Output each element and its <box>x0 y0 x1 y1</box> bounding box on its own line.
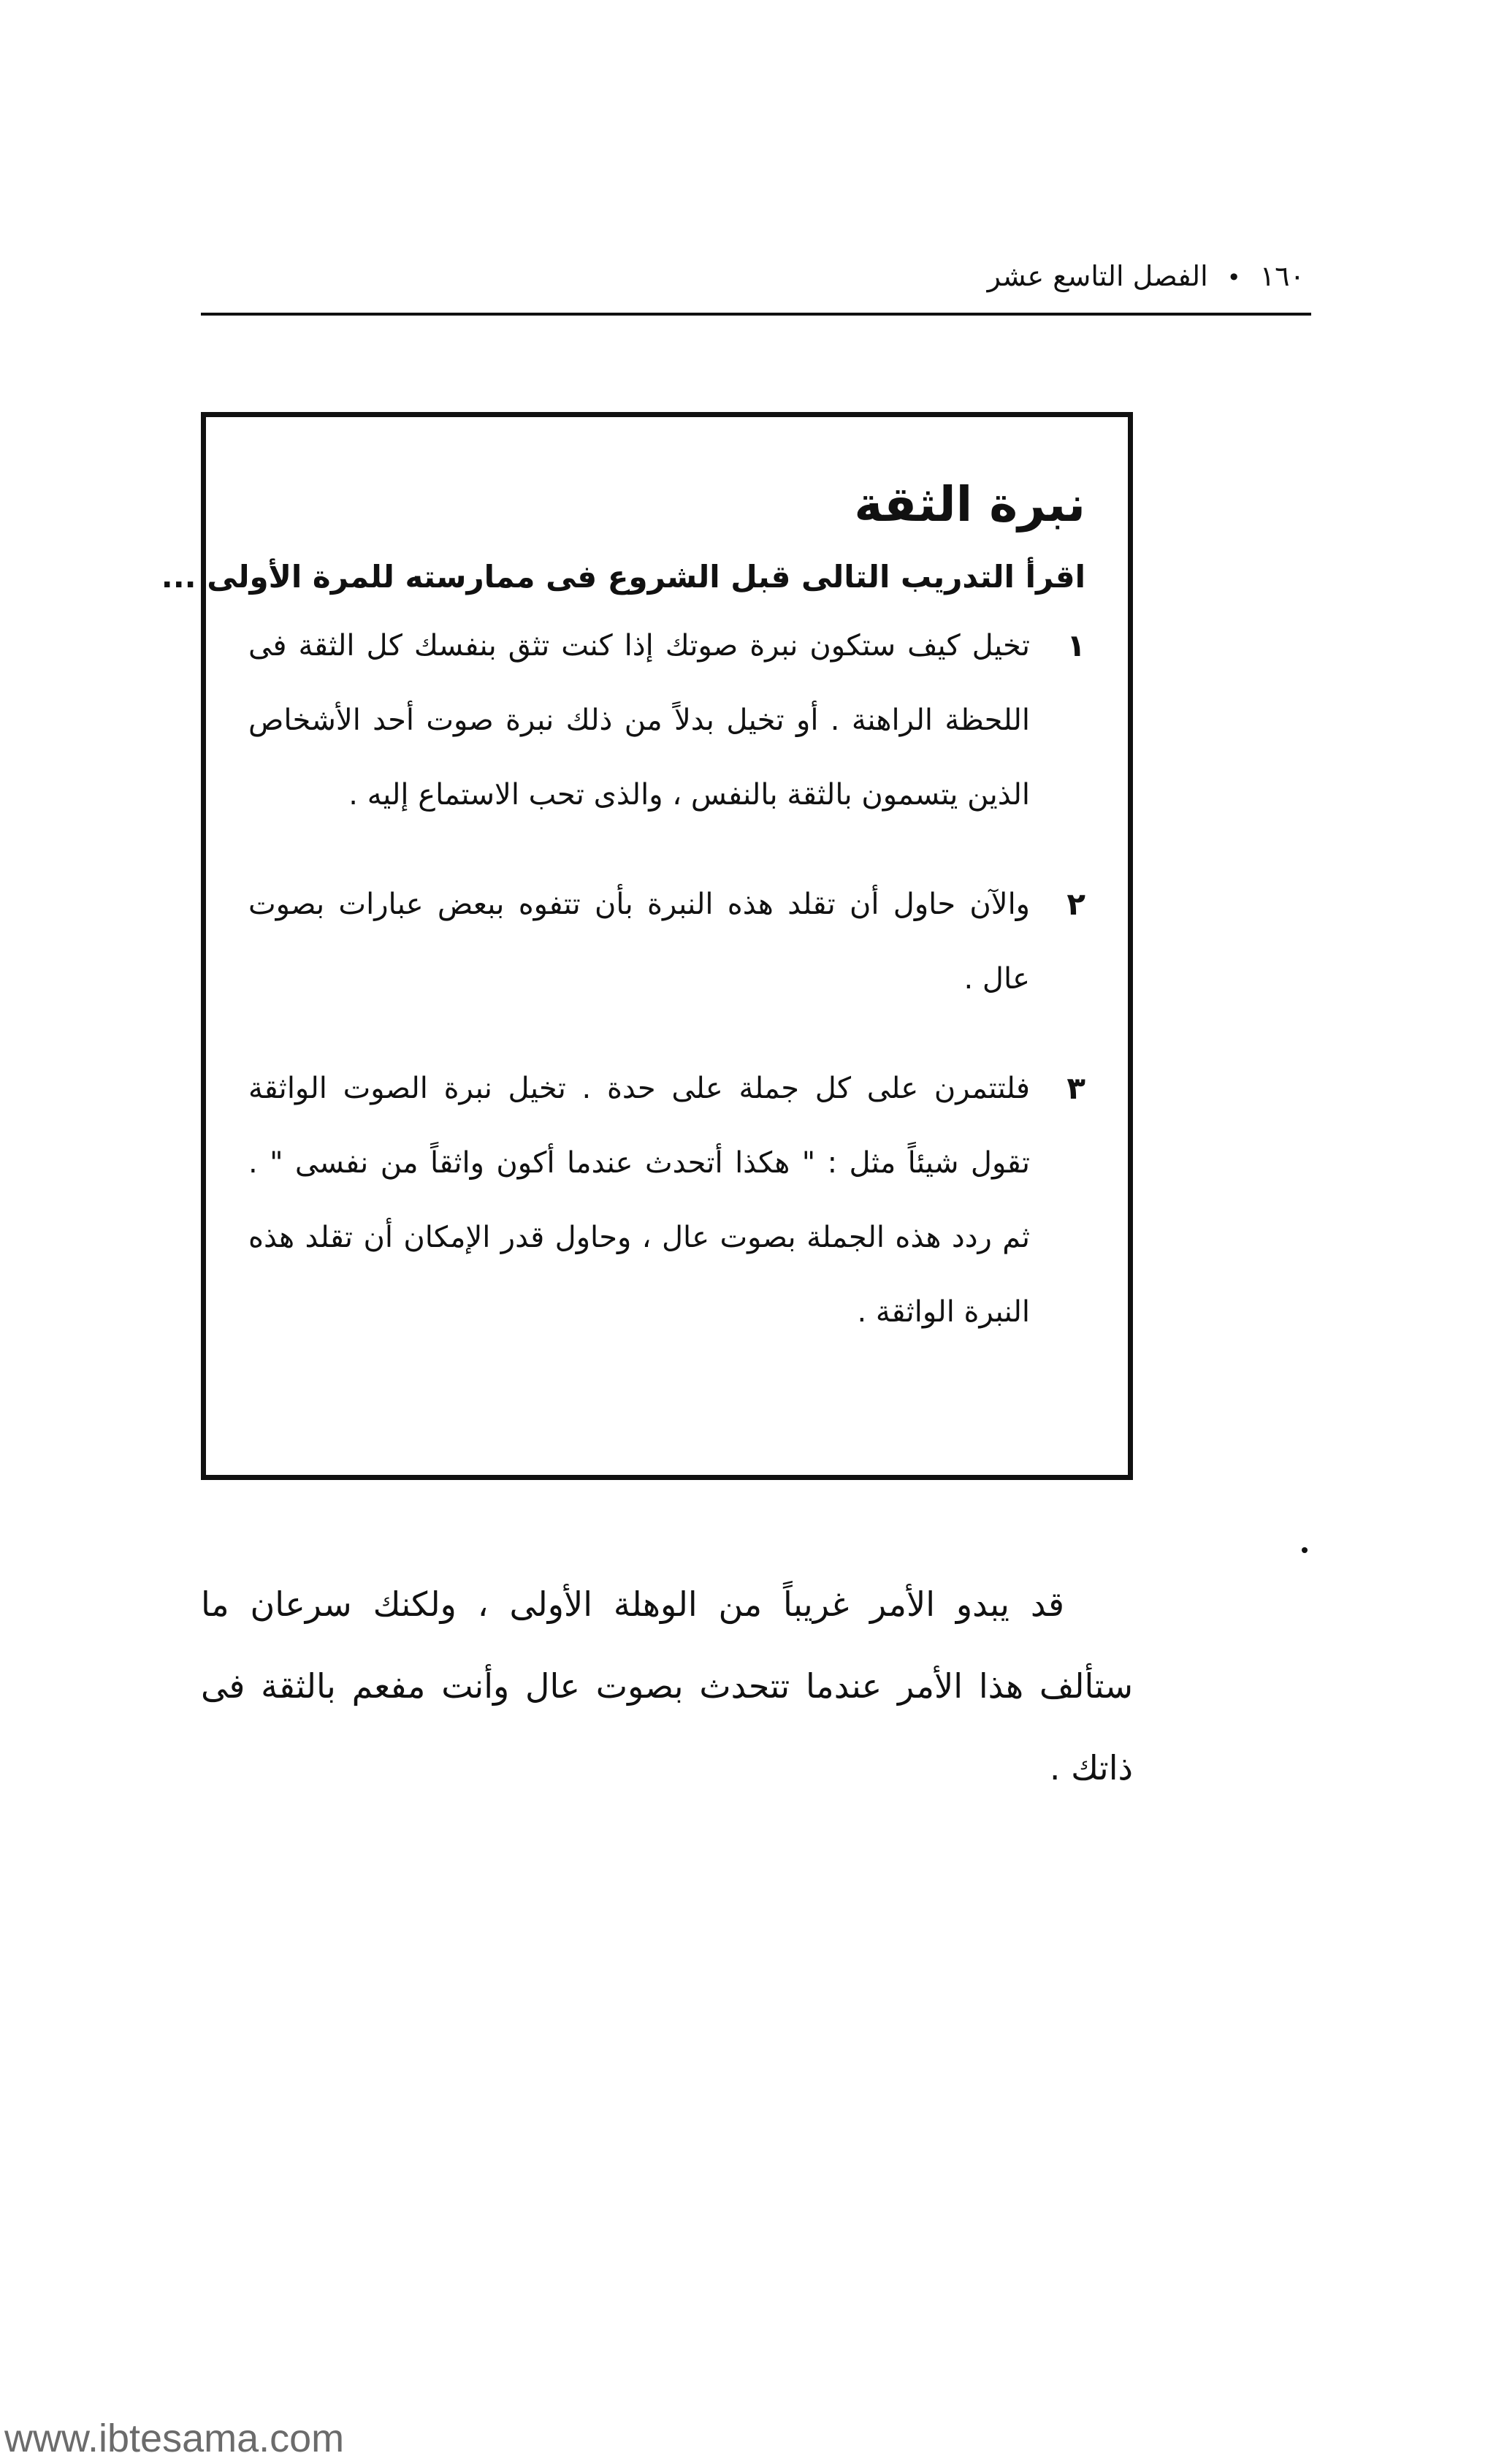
exercise-item <box>248 1051 1085 1349</box>
item-number: ٢ <box>1066 886 1085 922</box>
header-bullet: • <box>1226 264 1241 291</box>
item-text: تخيل كيف ستكون نبرة صوتك إذا كنت تثق بنفسك كل الثقة فى اللحظة الراهنة . أو تخيل بدلاً من ذلك نبرة صوت أحد الأشخاص الذين يتسمون بالثقة بالنفس ، والذى تحب الاستماع إليه . <box>248 629 1030 812</box>
exercise-item <box>248 867 1085 1016</box>
box-title: نبرة الثقة <box>854 476 1085 533</box>
chapter-title: الفصل التاسع عشر <box>987 260 1208 292</box>
item-text: فلتتمرن على كل جملة على حدة . تخيل نبرة الصوت الواثقة تقول شيئاً مثل : " هكذا أتحدث عندما أكون واثقاً من نفسى " . ثم ردد هذه الجملة بصوت عال ، وحاول قدر الإمكان أن تقلد هذه النبرة الواثقة . <box>248 1072 1030 1329</box>
margin-dot <box>1302 1547 1308 1553</box>
box-intro: اقرأ التدريب التالى قبل الشروع فى ممارسته للمرة الأولى ... <box>161 559 1085 595</box>
item-text: والآن حاول أن تقلد هذه النبرة بأن تتفوه ببعض عبارات بصوت عال . <box>248 888 1030 996</box>
item-number: ١ <box>1066 628 1085 663</box>
page-header <box>209 254 1305 300</box>
page-number: ١٦٠ <box>1259 260 1305 292</box>
exercise-item <box>248 609 1085 832</box>
body-paragraph: قد يبدو الأمر غريباً من الوهلة الأولى ، ولكنك سرعان ما ستألف هذا الأمر عندما تتحدث بصوت عال وأنت مفعم بالثقة فى ذاتك . <box>201 1584 1133 1788</box>
item-number: ٣ <box>1066 1070 1085 1106</box>
watermark-url: www.ibtesama.com <box>4 2417 345 2460</box>
exercise-box <box>161 412 1133 1480</box>
header-rule <box>201 313 1311 316</box>
